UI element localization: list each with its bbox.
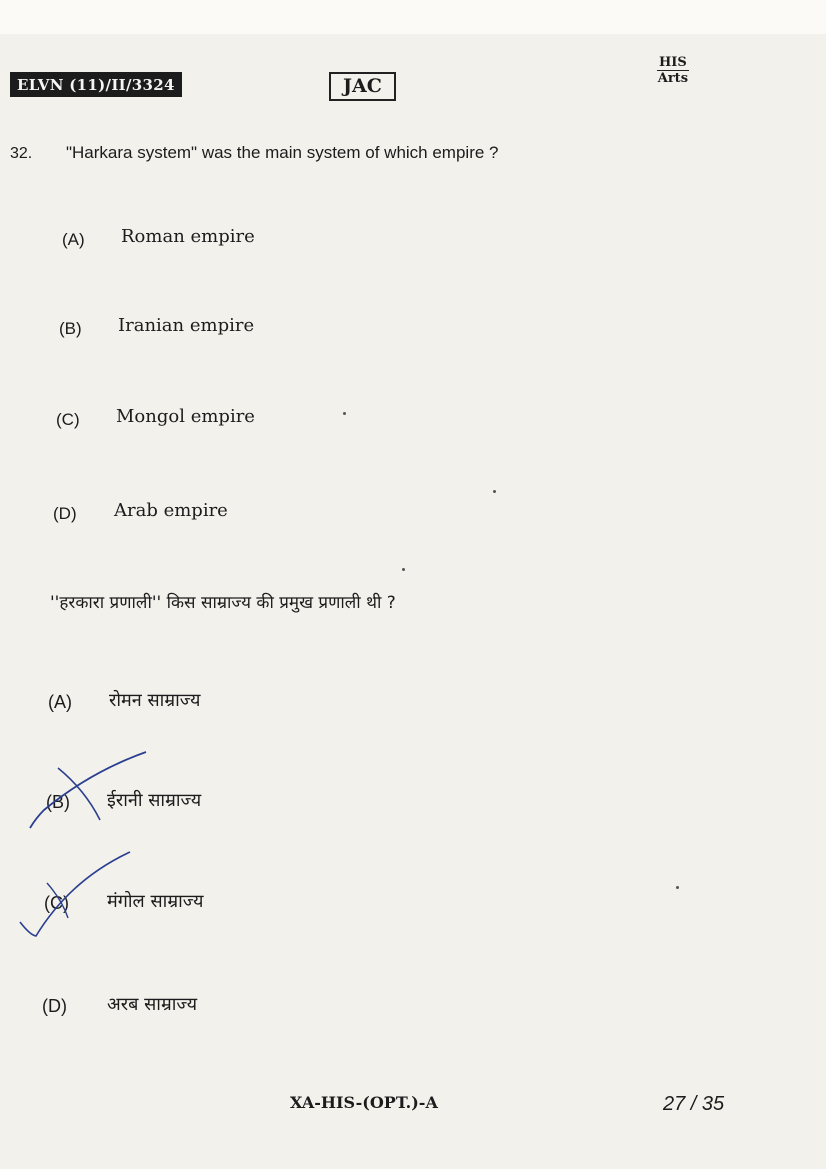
hindi-option-c-text: मंगोल साम्राज्य [107,891,204,912]
question-text-hindi: ''हरकारा प्रणाली'' किस साम्राज्य की प्रमुख प्रणाली थी ? [50,593,396,613]
hindi-option-d-letter: (D) [42,996,67,1016]
ink-speck [402,568,405,571]
hindi-option-d-text: अरब साम्राज्य [107,994,198,1015]
option-d-letter: (D) [53,504,77,523]
hindi-option-c-letter: (C) [44,893,69,913]
tick-mark-b [30,752,146,828]
option-d-text: Arab empire [114,500,228,521]
option-c-text: Mongol empire [116,406,255,427]
question-text-english: "Harkara system" was the main system of which empire ? [66,143,499,162]
option-b-text: Iranian empire [118,315,255,336]
ink-speck [676,886,679,889]
strike-mark-c [47,883,68,918]
option-b-letter: (B) [59,319,82,338]
paper-code: ELVN (11)/II/3324 [10,72,182,97]
hindi-option-b-letter: (B) [46,792,70,812]
subject-top: HIS [659,55,687,70]
page-number: 27 / 35 [663,1093,725,1115]
ink-speck [493,490,496,493]
hindi-option-b-text: ईरानी साम्राज्य [107,790,202,811]
footer-paper-code: XA-HIS-(OPT.)-A [290,1093,438,1112]
subject-bottom: Arts [657,71,689,86]
option-c-letter: (C) [56,410,80,429]
option-a-text: Roman empire [121,226,255,247]
option-a-letter: (A) [62,230,85,249]
hindi-option-a-text: रोमन साम्राज्य [109,690,201,711]
question-number: 32. [10,145,33,162]
hindi-option-a-letter: (A) [48,692,72,712]
board-name: JAC [329,72,396,101]
tick-mark-c [20,852,130,936]
ink-speck [343,412,346,415]
